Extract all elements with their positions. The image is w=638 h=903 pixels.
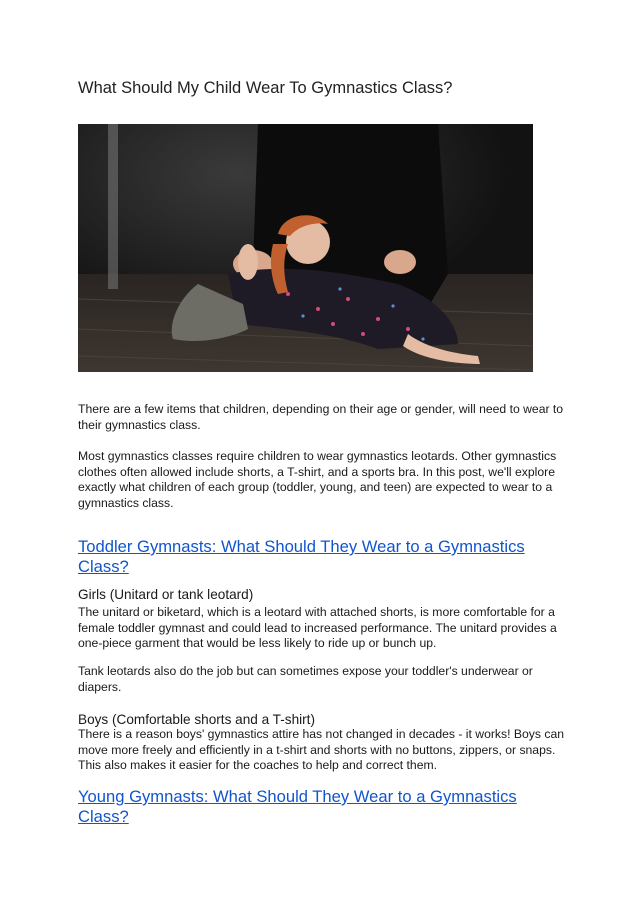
page-title: What Should My Child Wear To Gymnastics Class?: [78, 79, 453, 97]
boys-subheading: Boys (Comfortable shorts and a T-shirt): [78, 712, 315, 727]
girls-subheading: Girls (Unitard or tank leotard): [78, 587, 254, 602]
toddler-section-heading-link[interactable]: Toddler Gymnasts: What Should They Wear to a Gymnastics Class?: [78, 537, 525, 576]
overview-paragraph: Most gymnastics classes require children to wear gymnastics leotards. Other gymnastics clothes often allowed include shorts, a T-shirt, and a sports bra. In this post, we'll explore exactly what children of each group (toddler, young, and teen) are expected to wear to a gymnastics class.: [78, 449, 557, 510]
boys-paragraph: There is a reason boys' gymnastics attire has not changed in decades - it works! Boys can move more freely and efficiently in a t-shirt and shorts with no buttons, zippers, or snaps. This also makes it easier for the coaches to help and correct them.: [78, 727, 565, 773]
girls-unitard-paragraph: The unitard or biketard, which is a leotard with attached shorts, is more comfortable for a female toddler gymnast and could lead to increased performance. The unitard provides a one-piece garment that would be less likely to ride up or bunch up.: [78, 605, 557, 651]
girls-tank-paragraph: Tank leotards also do the job but can sometimes expose your toddler's underwear or diapers.: [78, 664, 533, 694]
young-section-heading-link[interactable]: Young Gymnasts: What Should They Wear to a Gymnastics Class?: [78, 787, 517, 826]
hero-photo: [78, 124, 533, 372]
gymnastics-photo-illustration: [78, 124, 533, 372]
intro-paragraph: There are a few items that children, depending on their age or gender, will need to wear to their gymnastics class.: [78, 402, 564, 432]
